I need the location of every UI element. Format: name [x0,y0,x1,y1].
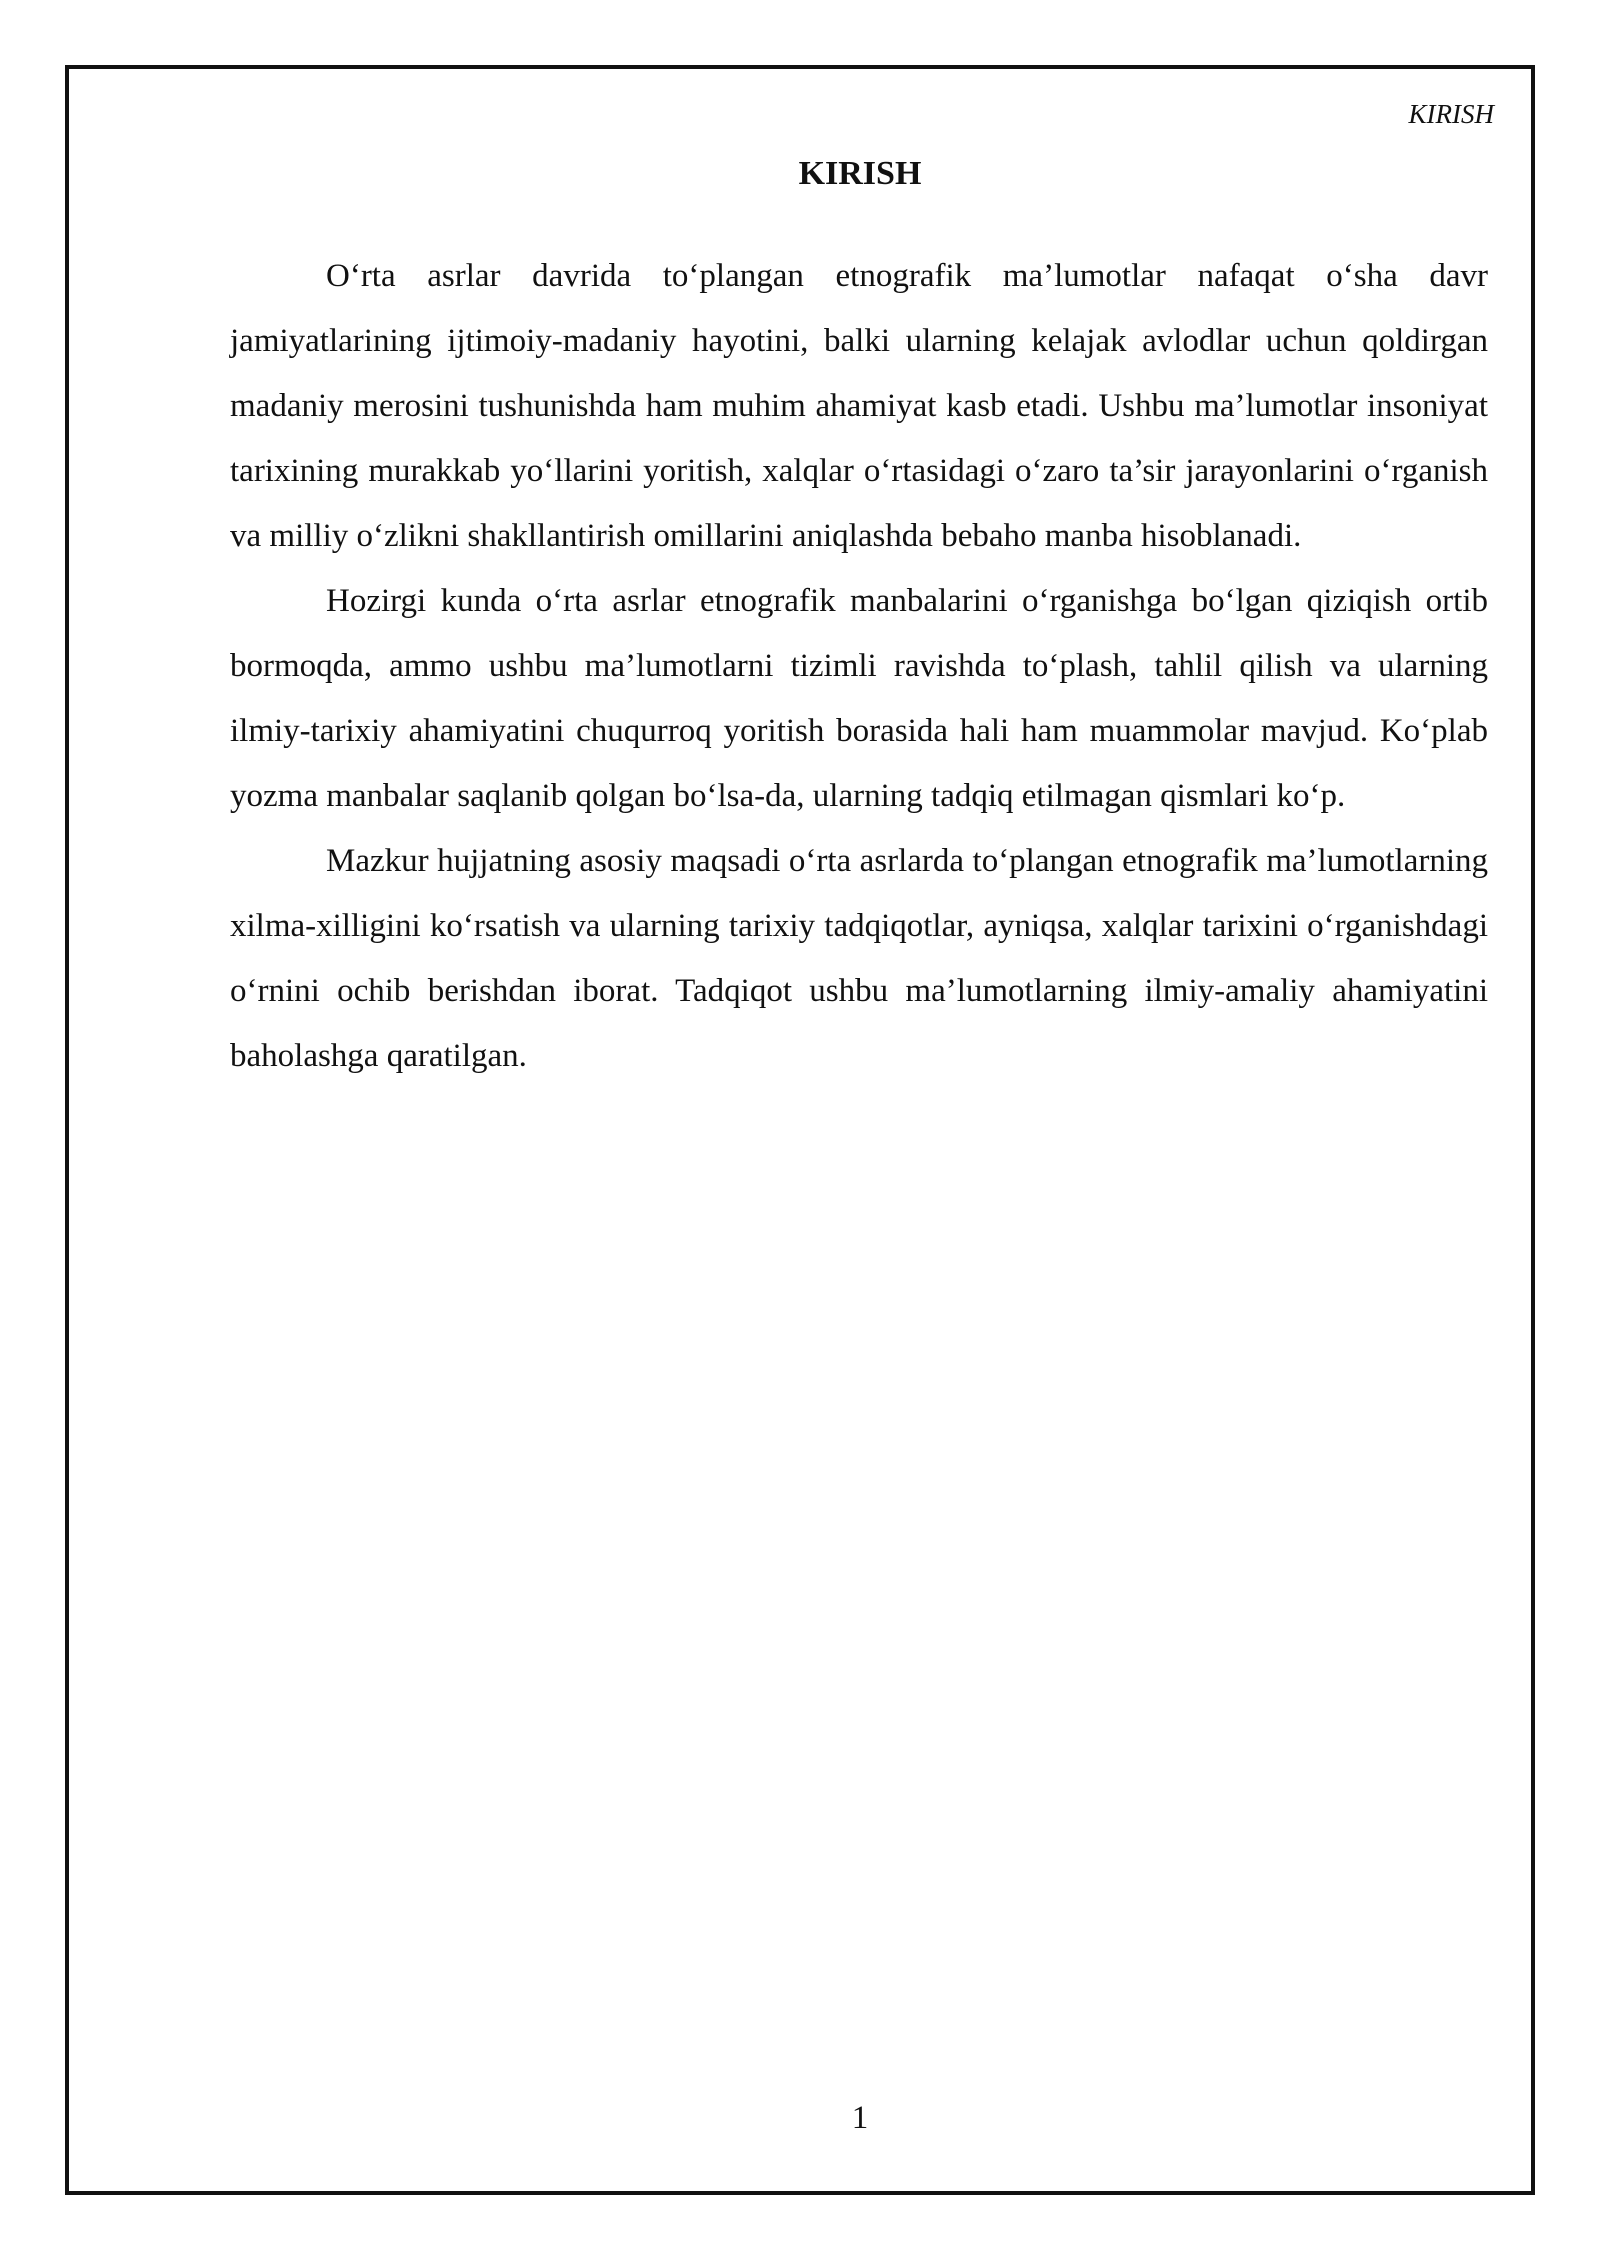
page-title: KIRISH [798,155,922,192]
paragraph-1: O‘rta asrlar davrida to‘plangan etnografik ma’lumotlar nafaqat o‘sha davr jamiyatlarining ijtimoiy-madaniy hayotini, balki ularning kelajak avlodlar uchun qoldirgan madaniy merosini tushunishda ham muhim ahamiyat kasb etadi. Ushbu ma’lumotlar insoniyat tarixining murakkab yo‘llarini yoritish, xalqlar o‘rtasidagi o‘zaro ta’sir jarayonlarini o‘rganish va milliy o‘zlikni shakllantirish omillarini aniqlashda bebaho manba hisoblanadi. [230,258,1488,554]
running-header: KIRISH [1408,99,1494,129]
paragraph-3: Mazkur hujjatning asosiy maqsadi o‘rta asrlarda to‘plangan etnografik ma’lumotlarning xilma-xilligini ko‘rsatish va ularning tarixiy tadqiqotlar, ayniqsa, xalqlar tarixini o‘rganishdagi o‘rnini ochib berishdan iborat. Tadqiqot ushbu ma’lumotlarning ilmiy-amaliy ahamiyatini baholashga qaratilgan. [230,843,1488,1074]
paragraph-2: Hozirgi kunda o‘rta asrlar etnografik manbalarini o‘rganishga bo‘lgan qiziqish ortib bormoqda, ammo ushbu ma’lumotlarni tizimli ravishda to‘plash, tahlil qilish va ularning ilmiy-tarixiy ahamiyatini chuqurroq yoritish borasida hali ham muammolar mavjud. Ko‘plab yozma manbalar saqlanib qolgan bo‘lsa-da, ularning tadqiq etilmagan qismlari ko‘p. [230,583,1488,814]
page-number: 1 [851,2100,869,2136]
document-body [230,244,1488,1089]
